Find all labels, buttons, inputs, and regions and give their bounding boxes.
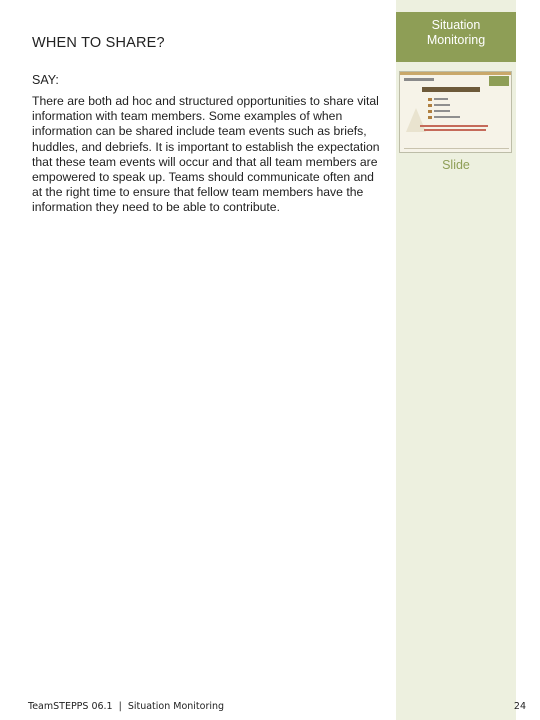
thumb-footer-rule bbox=[404, 148, 509, 149]
thumb-line bbox=[434, 116, 460, 118]
thumb-line bbox=[434, 104, 450, 106]
thumb-red-line bbox=[424, 129, 486, 131]
thumb-bullet bbox=[428, 116, 432, 119]
page-title: WHEN TO SHARE? bbox=[32, 35, 165, 51]
module-header bbox=[396, 12, 516, 62]
thumb-title bbox=[422, 87, 480, 92]
thumb-bullet bbox=[428, 104, 432, 107]
footer-separator: | bbox=[118, 701, 122, 712]
thumb-bullet bbox=[428, 98, 432, 101]
thumb-top-bar bbox=[400, 72, 511, 75]
slide-thumbnail bbox=[399, 71, 512, 153]
footer-left bbox=[28, 701, 224, 712]
module-header-line1: Situation bbox=[431, 18, 481, 32]
slide-label: Slide bbox=[442, 158, 470, 172]
thumb-line bbox=[434, 98, 448, 100]
footer-module: Situation Monitoring bbox=[127, 701, 225, 712]
thumb-bullet bbox=[428, 110, 432, 113]
footer-program: TeamSTEPPS 06.1 bbox=[28, 701, 113, 712]
thumb-watermark bbox=[406, 108, 426, 132]
body-text: There are both ad hoc and structured opportunities to share vital information with team members. Some examples of when information can be shared include team events such as briefs, huddles, and debriefs. It is important to establish the expectation that these team events will occur and that all team members are empowered to speak up. Teams should communicate often and at the right time to ensure that fellow team members have the information they need to be able to contribute. bbox=[32, 94, 380, 215]
thumb-red-line bbox=[420, 125, 488, 127]
thumb-module-tag bbox=[489, 76, 509, 86]
page-number: 24 bbox=[513, 701, 526, 712]
say-label: SAY: bbox=[32, 73, 59, 87]
thumb-logo bbox=[404, 78, 434, 81]
module-header-line2: Monitoring bbox=[426, 33, 486, 47]
thumb-line bbox=[434, 110, 450, 112]
